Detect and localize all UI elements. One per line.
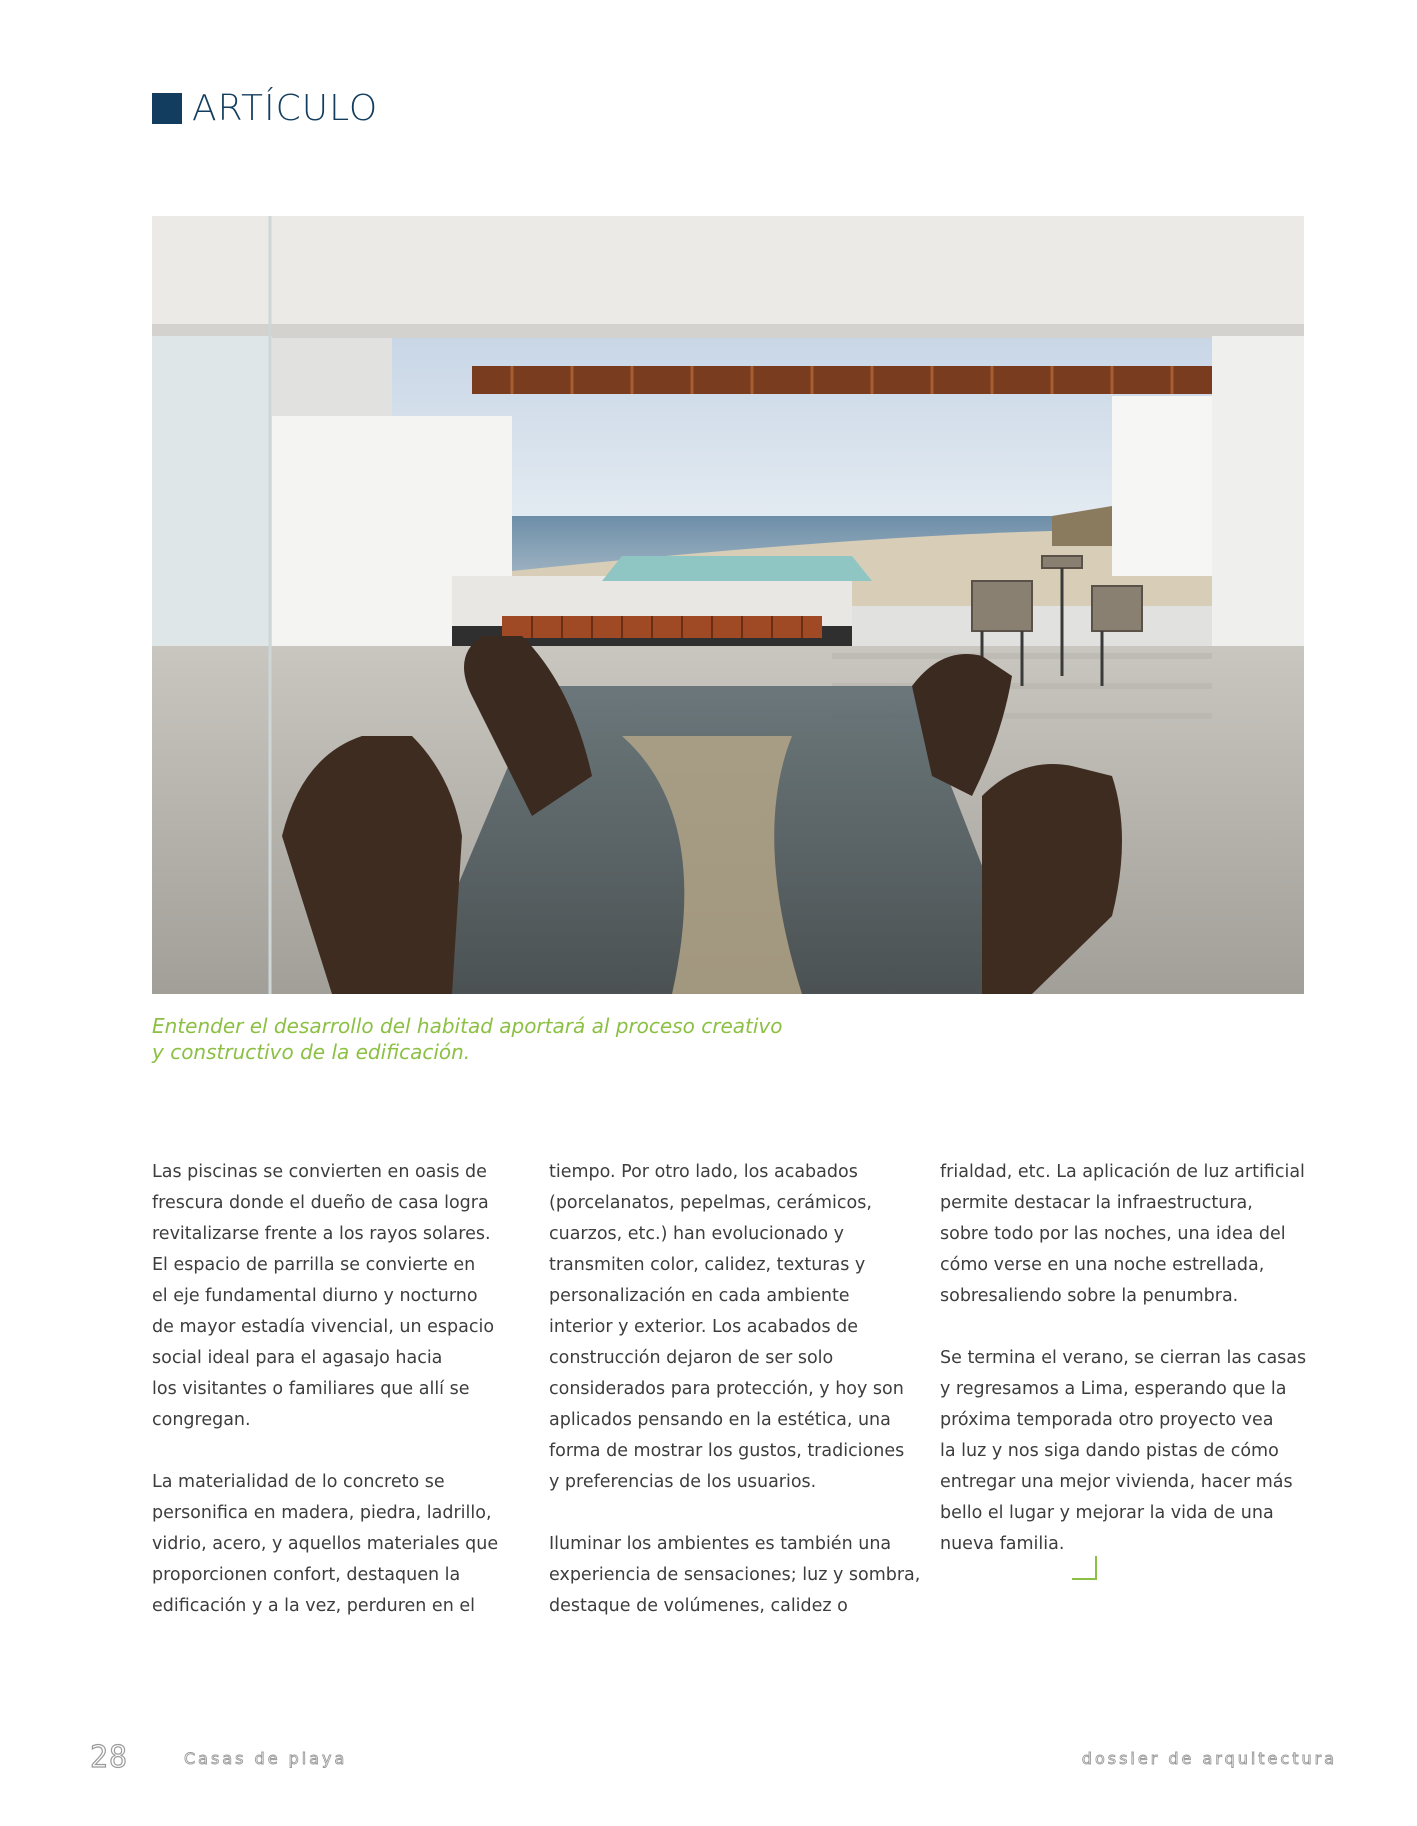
section-name: dossier de arquitectura: [1081, 1749, 1337, 1768]
body-line: Se termina el verano, se cierran las casas: [940, 1348, 1307, 1368]
body-line: frescura donde el dueño de casa logra: [152, 1193, 489, 1213]
body-line: construcción dejaron de ser solo: [549, 1348, 834, 1368]
body-line: revitalizarse frente a los rayos solares.: [152, 1224, 491, 1244]
body-line: personalización en cada ambiente: [549, 1286, 850, 1306]
body-line: nueva familia.: [940, 1534, 1065, 1554]
body-line: los visitantes o familiares que allí se: [152, 1379, 470, 1399]
section-marker-square: [152, 93, 182, 124]
body-line: sobre todo por las noches, una idea del: [940, 1224, 1286, 1244]
body-line: proporcionen confort, destaquen la: [152, 1565, 461, 1585]
body-line: aplicados pensando en la estética, una: [549, 1410, 891, 1430]
body-line: sobresaliendo sobre la penumbra.: [940, 1286, 1239, 1306]
body-line: tiempo. Por otro lado, los acabados: [549, 1162, 858, 1182]
body-line: el eje fundamental diurno y nocturno: [152, 1286, 478, 1306]
body-line: cuarzos, etc.) han evolucionado y: [549, 1224, 844, 1244]
body-column-1: [152, 1157, 512, 1622]
body-line: (porcelanatos, pepelmas, cerámicos,: [549, 1193, 872, 1213]
body-line: Las piscinas se convierten en oasis de: [152, 1162, 487, 1182]
body-line: interior y exterior. Los acabados de: [549, 1317, 859, 1337]
body-line: próxima temporada otro proyecto vea: [940, 1410, 1274, 1430]
body-line: edificación y a la vez, perduren en el: [152, 1596, 475, 1616]
body-line: forma de mostrar los gustos, tradiciones: [549, 1441, 905, 1461]
body-line: considerados para protección, y hoy son: [549, 1379, 904, 1399]
article-end-mark: [1072, 1556, 1097, 1580]
body-line: social ideal para el agasajo hacia: [152, 1348, 443, 1368]
page-number: 28: [90, 1740, 129, 1775]
body-line: congregan.: [152, 1410, 251, 1430]
body-line: vidrio, acero, y aquellos materiales que: [152, 1534, 499, 1554]
publication-name: Casas de playa: [184, 1749, 348, 1768]
body-line: La materialidad de lo concreto se: [152, 1472, 445, 1492]
body-line: permite destacar la infraestructura,: [940, 1193, 1253, 1213]
body-column-2: [549, 1157, 921, 1622]
caption-line: y constructivo de la edificación.: [152, 1040, 471, 1064]
body-line: la luz y nos siga dando pistas de cómo: [940, 1441, 1279, 1461]
body-line: experiencia de sensaciones; luz y sombra,: [549, 1565, 921, 1585]
section-title: ARTÍCULO: [192, 87, 379, 129]
body-line: transmiten color, calidez, texturas y: [549, 1255, 866, 1275]
photo-caption: [152, 1013, 783, 1065]
section-header: [152, 88, 378, 128]
paragraph-gap: [152, 1436, 512, 1467]
caption-line: Entender el desarrollo del habitad aportará al proceso creativo: [152, 1014, 783, 1038]
body-line: y regresamos a Lima, esperando que la: [940, 1379, 1287, 1399]
body-line: entregar una mejor vivienda, hacer más: [940, 1472, 1293, 1492]
feature-photo: [152, 216, 1304, 994]
body-line: y preferencias de los usuarios.: [549, 1472, 817, 1492]
body-line: El espacio de parrilla se convierte en: [152, 1255, 476, 1275]
body-line: cómo verse en una noche estrellada,: [940, 1255, 1265, 1275]
body-line: destaque de volúmenes, calidez o: [549, 1596, 848, 1616]
body-column-3: [940, 1157, 1307, 1560]
paragraph-gap: [549, 1498, 909, 1529]
body-line: Iluminar los ambientes es también una: [549, 1534, 892, 1554]
body-line: bello el lugar y mejorar la vida de una: [940, 1503, 1274, 1523]
body-line: personifica en madera, piedra, ladrillo,: [152, 1503, 492, 1523]
body-line: de mayor estadía vivencial, un espacio: [152, 1317, 495, 1337]
body-line: frialdad, etc. La aplicación de luz artificial: [940, 1162, 1305, 1182]
paragraph-gap: [940, 1312, 1300, 1343]
